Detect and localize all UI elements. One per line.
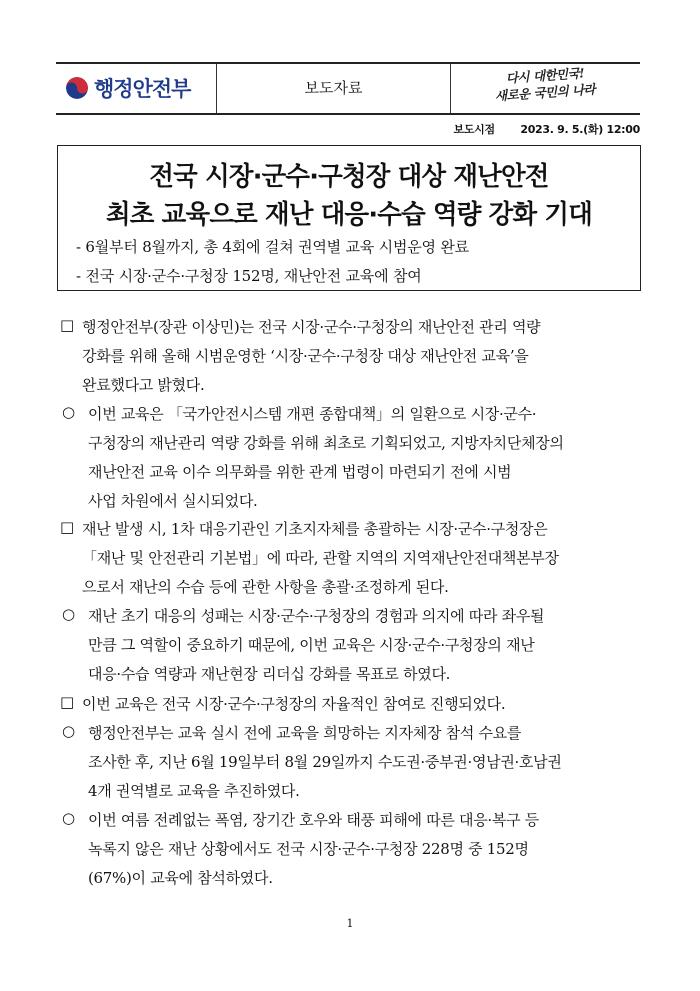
subheading-2: - 전국 시장·군수·구청장 152명, 재난안전 교육에 참여 [76, 267, 422, 285]
subheading-1: - 6월부터 8월까지, 총 4회에 걸쳐 권역별 교육 시범운영 완료 [76, 238, 469, 256]
release-time-row [340, 121, 640, 137]
ministry-name: 행정안전부 [94, 77, 191, 101]
headline-box [57, 145, 641, 291]
square-bullet-icon: □ [60, 316, 74, 334]
body-line: 으로서 재난의 수습 등에 관한 사항을 총괄·조정하게 된다. [82, 578, 449, 596]
ministry-logo [66, 73, 214, 103]
square-bullet-icon: □ [60, 693, 74, 711]
slogan-line-1: 다시 대한민국! [505, 65, 585, 86]
body-line: 이번 교육은 전국 시장·군수·구청장의 자율적인 참여로 진행되었다. [82, 695, 506, 713]
body-line: 재난 초기 대응의 성패는 시장·군수·구청장의 경험과 의지에 따라 좌우될 [88, 607, 545, 625]
circle-bullet-icon: ○ [62, 722, 75, 740]
headline-line-1: 전국 시장·군수·구청장 대상 재난안전 [149, 162, 549, 192]
body-line: 이번 교육은 「국가안전시스템 개편 종합대책」의 일환으로 시장·군수· [88, 405, 537, 423]
slogan-line-2: 새로운 국민의 나라 [494, 81, 596, 104]
page-number: 1 [346, 917, 354, 930]
body-line: 재난안전 교육 이수 의무화를 위한 관계 법령이 마련되기 전에 시범 [88, 463, 512, 481]
header-divider [450, 64, 451, 113]
doc-type-label: 보도자료 [304, 79, 363, 97]
taegeuk-logo-icon [66, 77, 88, 99]
body-line: 완료했다고 밝혔다. [82, 376, 205, 394]
circle-bullet-icon: ○ [62, 605, 75, 623]
body-line: 이번 여름 전례없는 폭염, 장기간 호우와 태풍 피해에 따른 대응·복구 등 [88, 811, 539, 829]
body-line: 재난 발생 시, 1차 대응기관인 기초지자체를 총괄하는 시장·군수·구청장은 [82, 520, 548, 538]
release-label: 보도시점 [453, 123, 495, 136]
body-line: 4개 권역별로 교육을 추진하였다. [88, 782, 300, 800]
body-line: 「재난 및 안전관리 기본법」에 따라, 관할 지역의 지역재난안전대책본부장 [82, 549, 559, 567]
body-line: 구청장의 재난관리 역량 강화를 위해 최초로 기획되었고, 지방자치단체장의 [88, 434, 564, 452]
body-line: 녹록지 않은 재난 상황에서도 전국 시장·군수·구청장 228명 중 152명 [88, 840, 529, 858]
body-line: 행정안전부는 교육 실시 전에 교육을 희망하는 지자체장 참석 수요를 [88, 724, 522, 742]
body-line: 대응·수습 역량과 재난현장 리더십 강화를 목표로 하였다. [88, 665, 451, 683]
body-line: 행정안전부(장관 이상민)는 전국 시장·군수·구청장의 재난안전 관리 역량 [82, 318, 541, 336]
circle-bullet-icon: ○ [62, 809, 75, 827]
government-slogan [456, 67, 634, 111]
body-line: 사업 차원에서 실시되었다. [88, 492, 258, 510]
body-line: 만큼 그 역할이 중요하기 때문에, 이번 교육은 시장·군수·구청장의 재난 [88, 636, 535, 654]
body-line: 강화를 위해 올해 시범운영한 ‘시장·군수·구청장 대상 재난안전 교육’을 [82, 347, 529, 365]
circle-bullet-icon: ○ [62, 403, 75, 421]
square-bullet-icon: □ [60, 518, 74, 536]
body-line: 조사한 후, 지난 6월 19일부터 8월 29일까지 수도권·중부권·영남권·호남권 [88, 753, 562, 771]
headline-line-2: 최초 교육으로 재난 대응·수습 역량 강화 기대 [105, 200, 593, 230]
body-line: (67%)이 교육에 참석하였다. [88, 869, 273, 887]
header-bar [56, 62, 640, 115]
release-time: 2023. 9. 5.(화) 12:00 [520, 123, 640, 136]
